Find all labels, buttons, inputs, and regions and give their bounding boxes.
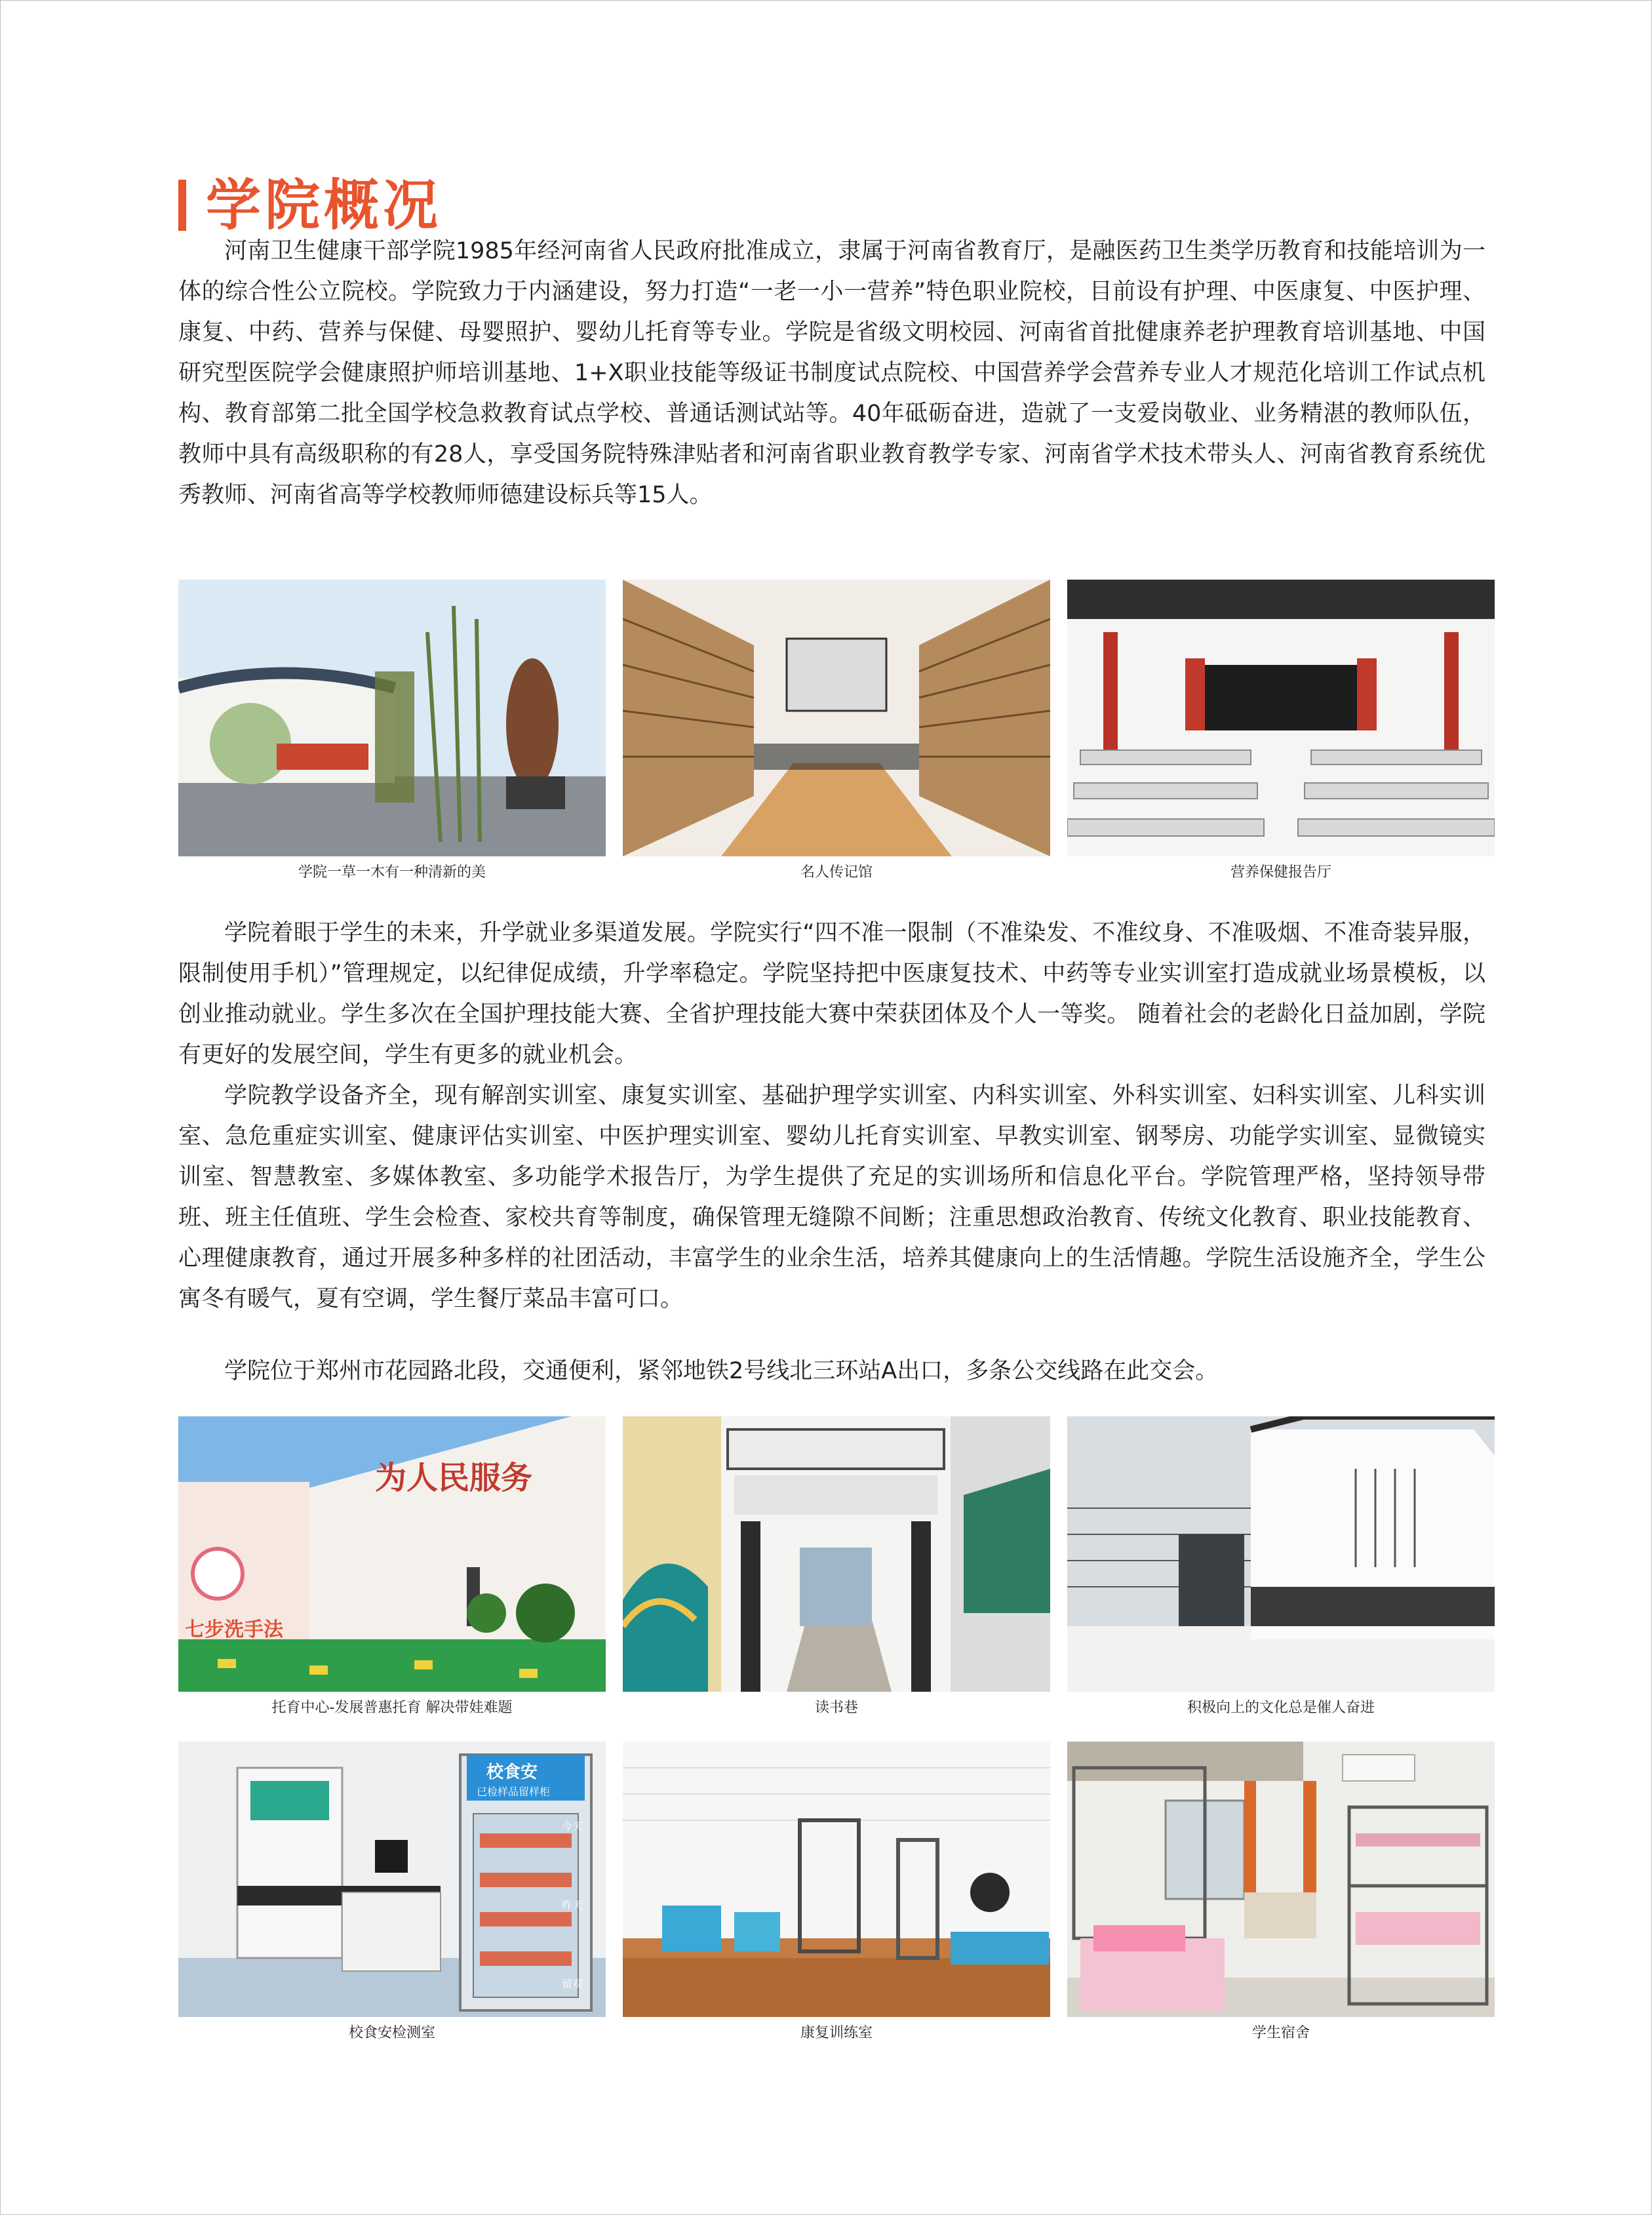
- childcare-wall-text: 七步洗手法: [185, 1618, 283, 1641]
- culture-wall-photo: [1067, 1416, 1495, 1692]
- cabinet-tag-today: 今天: [562, 1820, 583, 1833]
- library-illustration: [623, 580, 1050, 856]
- culture-wall-illustration: [1067, 1416, 1495, 1692]
- rehab-room-caption: 康复训练室: [800, 2025, 873, 2041]
- location-paragraph: 学院位于郑州市花园路北段，交通便利，紧邻地铁2号线北三环站A出口，多条公交线路在此交会。: [224, 1358, 1219, 1384]
- rehab-room-illustration: [623, 1742, 1050, 2017]
- dormitory-caption: 学生宿舍: [1251, 2025, 1310, 2041]
- lecture-hall-caption: 营养保健报告厅: [1230, 864, 1331, 881]
- childcare-slogan: 为人民服务: [375, 1460, 533, 1496]
- library-photo: [623, 580, 1050, 856]
- cabinet-tag-yesterday: 昨天: [562, 1899, 583, 1911]
- reading-lane-photo: [623, 1416, 1050, 1692]
- food-safety-lab-illustration: [178, 1742, 606, 2017]
- childcare-center-photo: [178, 1416, 606, 1692]
- food-cabinet-subtitle: 已检样品留样柜: [477, 1786, 551, 1798]
- reading-lane-caption: 读书巷: [814, 1700, 858, 1716]
- lecture-hall-photo: [1067, 580, 1495, 856]
- food-safety-lab-caption: 校食安检测室: [348, 2025, 435, 2041]
- rehab-room-photo: [623, 1742, 1050, 2017]
- cabinet-tag-keep: 留观: [562, 1978, 583, 1990]
- student-development-paragraph: 学院着眼于学生的未来，升学就业多渠道发展。学院实行“四不准一限制（不准染发、不准纹身、不准吸烟、不准奇装异服，限制使用手机）”管理规定，以纪律促成绩，升学率稳定。学院坚持把中医康复技术、中药等专业实训室打造成就业场景模板，以创业推动就业。学生多次在全国护理技能大赛、全省护理技能大赛中荣获团体及个人一等奖。 随着社会的老龄化日益加剧，学院有更好的发展空间，学生有更多的就业机会。: [178, 920, 1485, 1068]
- facilities-paragraph: 学院教学设备齐全，现有解剖实训室、康复实训室、基础护理学实训室、内科实训室、外科实训室、妇科实训室、儿科实训室、急危重症实训室、健康评估实训室、中医护理实训室、婴幼儿托育实训室、早教实训室、钢琴房、功能学实训室、显微镜实训室、智慧教室、多媒体教室、多功能学术报告厅，为学生提供了充足的实训场所和信息化平台。学院管理严格，坚持领导带班、班主任值班、学生会检查、家校共育等制度，确保管理无缝隙不间断；注重思想政治教育、传统文化教育、职业技能教育、心理健康教育，通过开展多种多样的社团活动，丰富学生的业余生活，培养其健康向上的生活情趣。学院生活设施齐全，学生公寓冬有暖气，夏有空调，学生餐厅菜品丰富可口。: [178, 1083, 1485, 1312]
- childcare-caption: 托育中心-发展普惠托育 解决带娃难题: [271, 1700, 513, 1716]
- library-caption: 名人传记馆: [800, 864, 873, 881]
- garden-caption: 学院一草一木有一种清新的美: [298, 864, 486, 881]
- lecture-hall-illustration: [1067, 580, 1495, 856]
- food-safety-lab-photo: [178, 1742, 606, 2017]
- section-title: 学院概况: [206, 173, 442, 237]
- dormitory-illustration: [1067, 1742, 1495, 2017]
- garden-illustration: [178, 580, 606, 856]
- garden-photo: [178, 580, 606, 856]
- dormitory-photo: [1067, 1742, 1495, 2017]
- intro-paragraph: 河南卫生健康干部学院1985年经河南省人民政府批准成立，隶属于河南省教育厅，是融医药卫生类学历教育和技能培训为一体的综合性公立院校。学院致力于内涵建设，努力打造“一老一小一营养”特色职业院校，目前设有护理、中医康复、中医护理、康复、中药、营养与保健、母婴照护、婴幼儿托育等专业。学院是省级文明校园、河南省首批健康养老护理教育培训基地、中国研究型医院学会健康照护师培训基地、1+X职业技能等级证书制度试点院校、中国营养学会营养专业人才规范化培训工作试点机构、教育部第二批全国学校急救教育试点学校、普通话测试站等。40年砥砺奋进，造就了一支爱岗敬业、业务精湛的教师队伍，教师中具有高级职称的有28人，享受国务院特殊津贴者和河南省职业教育教学专家、河南省学术技术带头人、河南省教育系统优秀教师、河南省高等学校教师师德建设标兵等15人。: [178, 238, 1485, 508]
- section-accent-bar: [178, 180, 186, 231]
- food-cabinet-title: 校食安: [486, 1763, 538, 1782]
- reading-lane-illustration: [623, 1416, 1050, 1692]
- childcare-illustration: [178, 1416, 606, 1692]
- culture-wall-caption: 积极向上的文化总是催人奋进: [1187, 1700, 1375, 1716]
